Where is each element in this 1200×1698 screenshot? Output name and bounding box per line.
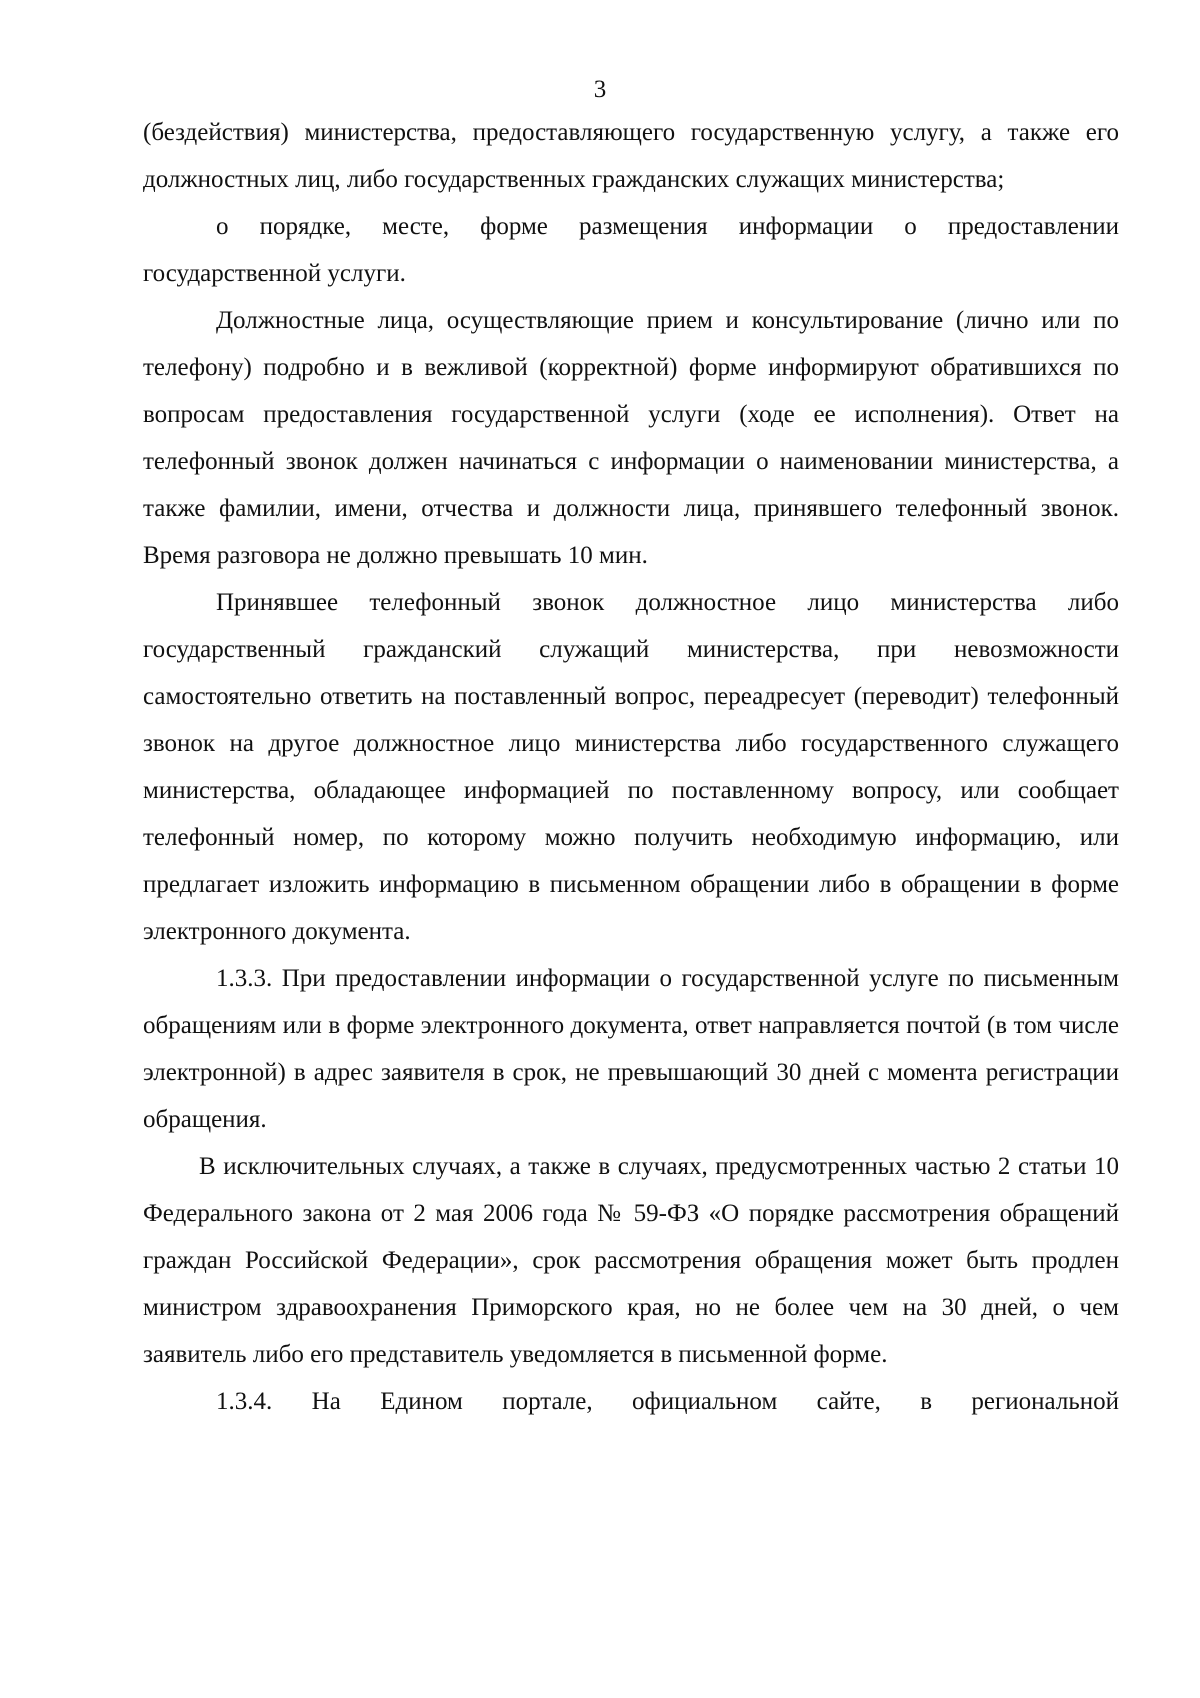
paragraph-call-redirect: Принявшее телефонный звонок должностное лицо министерства либо государственный гражданский служащий министерства, при невозможности самостоятельно ответить на поставленный вопрос, переадресует (переводит) телефонный звонок на другое должностное лицо министерства либо государственного служащего министерства, обладающее информацией по поставленному вопросу, или сообщает телефонный номер, по которому можно получить необходимую информацию, или предлагает изложить информацию в письменном обращении либо в обращении в форме электронного документа. <box>143 589 1119 945</box>
paragraph-1-3-4: 1.3.4. На Едином портале, официальном сайте, в региональной <box>216 1388 1119 1415</box>
page-number: 3 <box>593 76 607 103</box>
paragraph-1-3-3: 1.3.3. При предоставлении информации о государственной услуге по письменным обращениям или в форме электронного документа, ответ направляется почтой (в том числе электронной) в адрес заявителя в срок, не превышающий 30 дней с момента регистрации обращения. <box>143 965 1119 1133</box>
paragraph-exceptional-cases: В исключительных случаях, а также в случаях, предусмотренных частью 2 статьи 10 Федерального закона от 2 мая 2006 года № 59-ФЗ «О порядке рассмотрения обращений граждан Российской Федерации», срок рассмотрения обращения может быть продлен министром здравоохранения Приморского края, но не более чем на 30 дней, о чем заявитель либо его представитель уведомляется в письменной форме. <box>143 1153 1119 1368</box>
paragraph-consultation: Должностные лица, осуществляющие прием и консультирование (лично или по телефону) подробно и в вежливой (корректной) форме информируют обратившихся по вопросам предоставления государственной услуги (ходе ее исполнения). Ответ на телефонный звонок должен начинаться с информации о наименовании министерства, а также фамилии, имени, отчества и должности лица, принявшего телефонный звонок. Время разговора не должно превышать 10 мин. <box>143 307 1119 569</box>
paragraph-info-placement: о порядке, месте, форме размещения информации о предоставлении государственной услуги. <box>143 213 1119 287</box>
paragraph-continuation: (бездействия) министерства, предоставляющего государственную услугу, а также его должностных лиц, либо государственных гражданских служащих министерства; <box>143 119 1119 193</box>
document-body <box>143 109 1119 1425</box>
